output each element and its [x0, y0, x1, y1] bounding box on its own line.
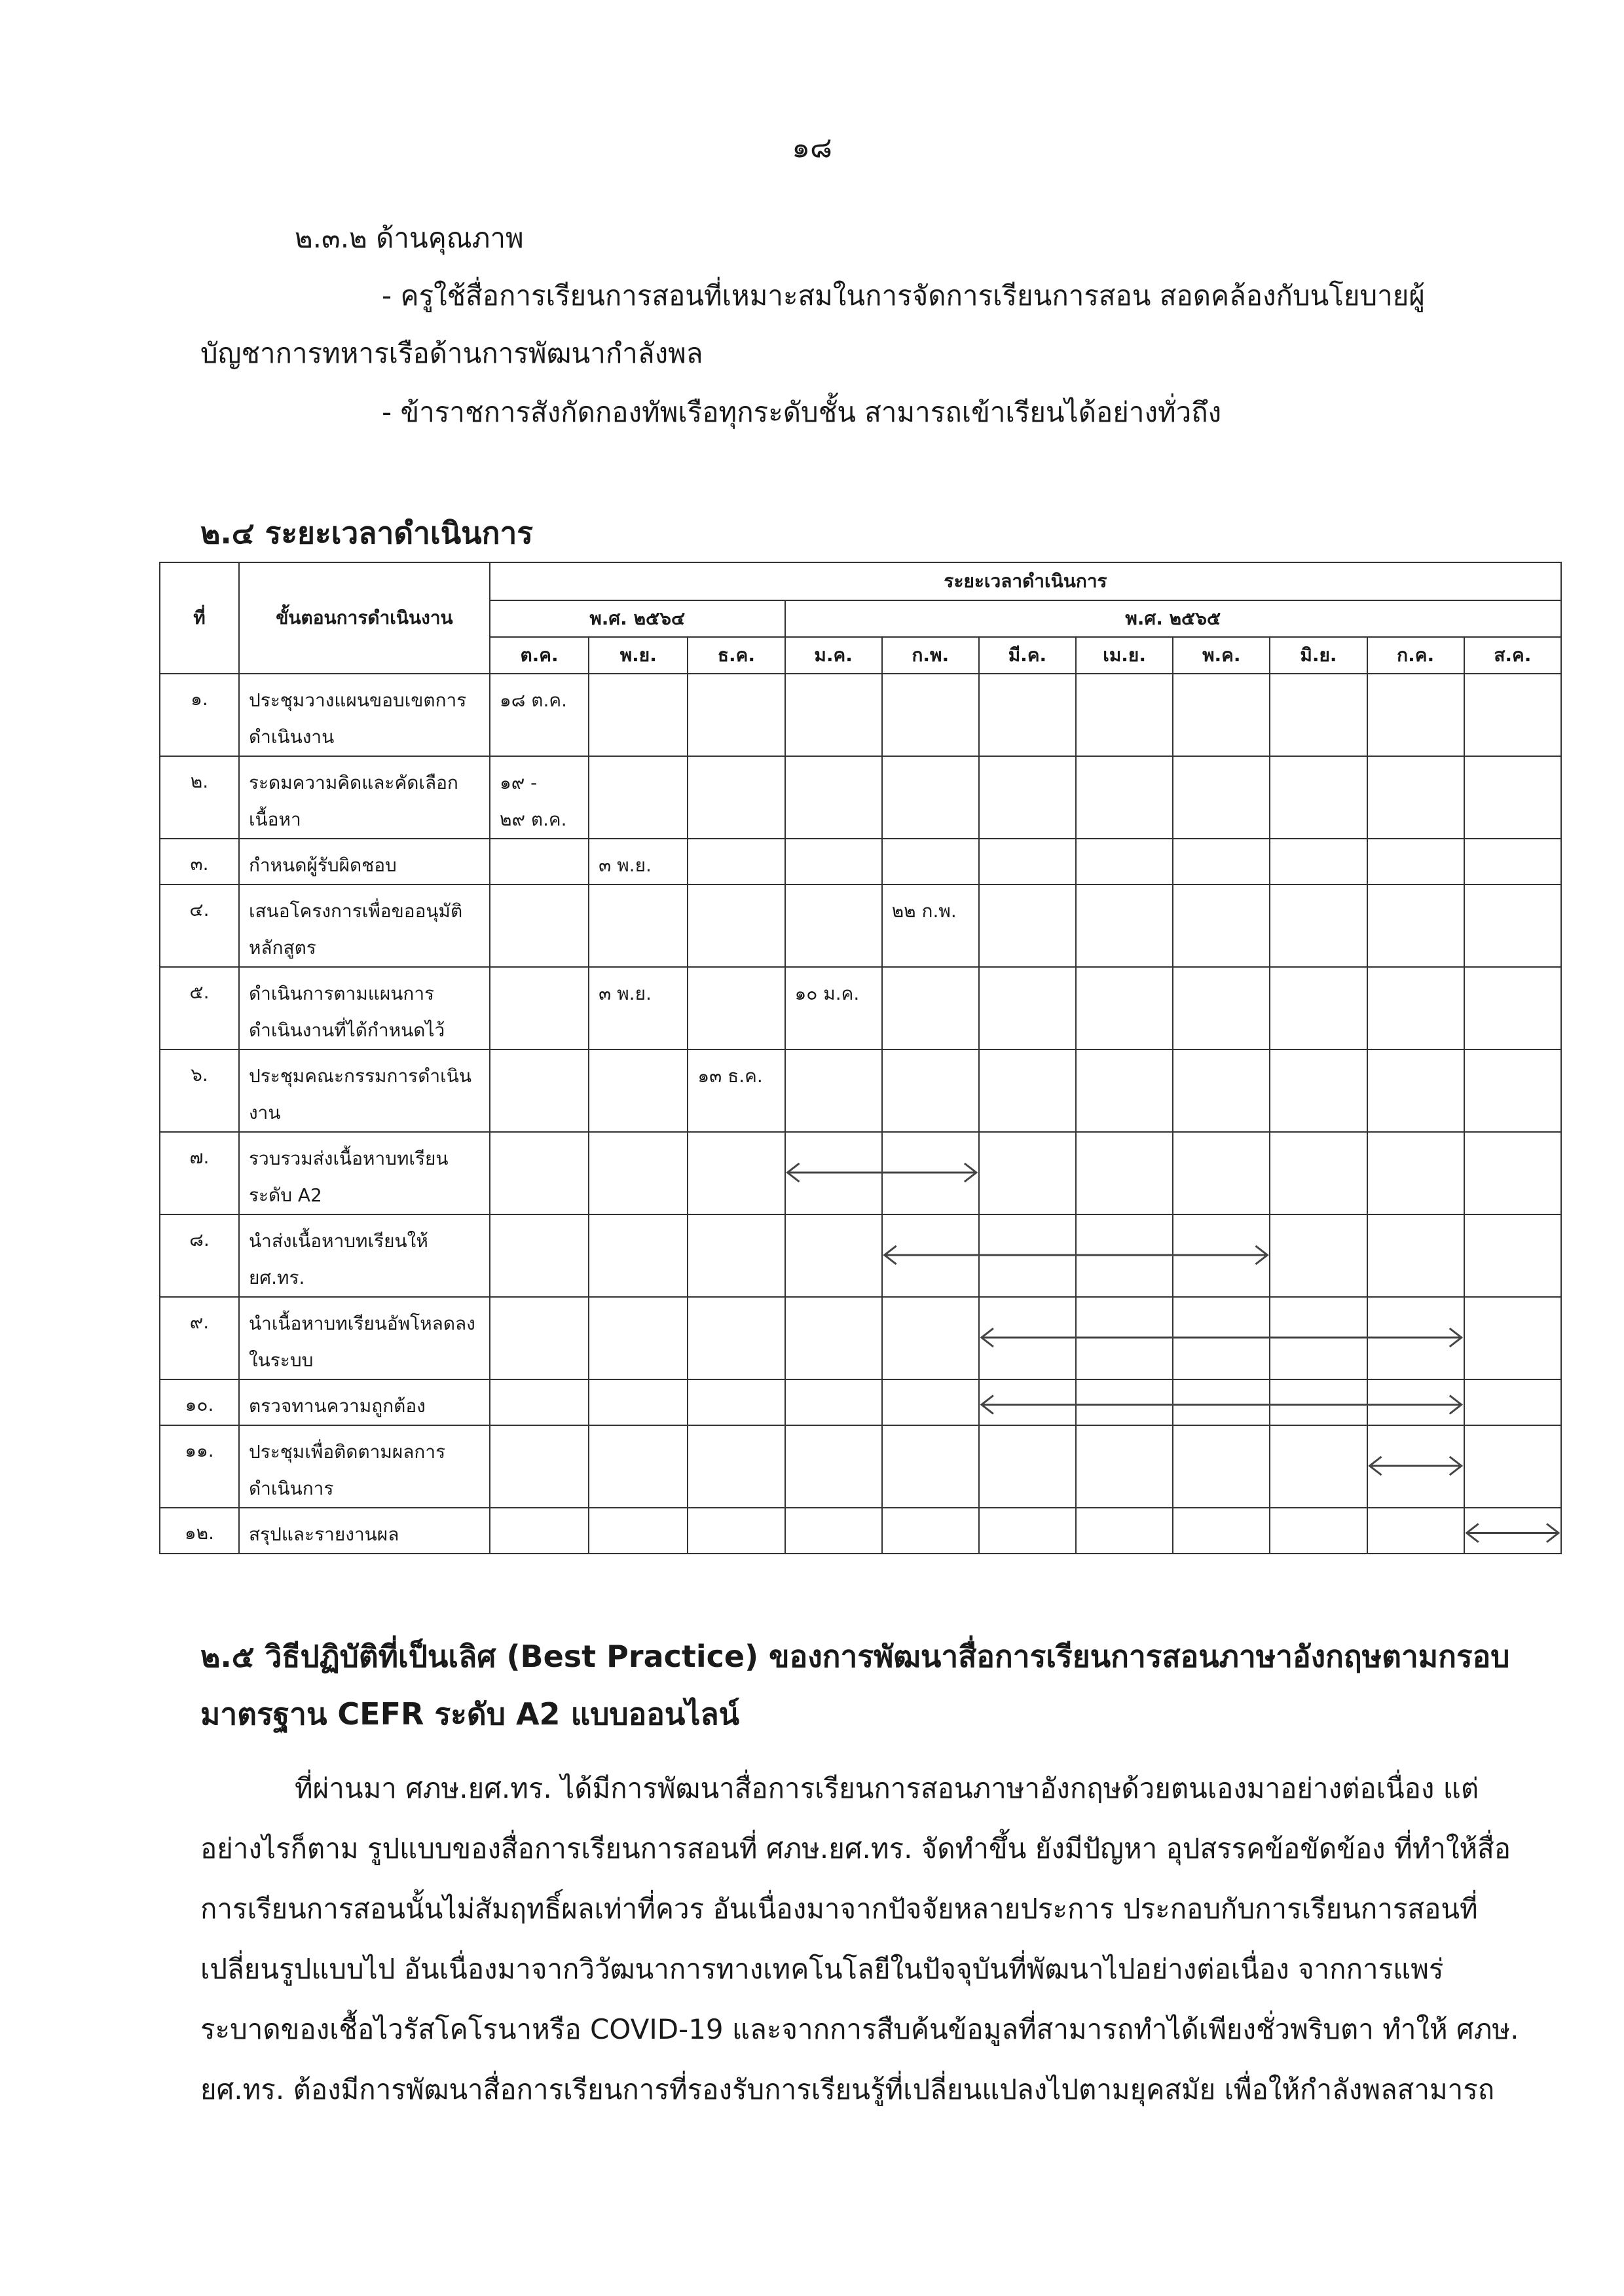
row-step: ประชุมคณะกรรมการดำเนินงาน [239, 1049, 490, 1132]
month-cell [688, 1379, 784, 1425]
month-cell [1076, 839, 1173, 884]
row-number: ๑. [160, 674, 239, 756]
month-cell [882, 1132, 979, 1214]
month-cell [490, 1508, 589, 1554]
month-cell [1367, 1214, 1464, 1297]
section-2-3-2-bullet-2: - ข้าราชการสังกัดกองทัพเรือทุกระดับชั้น สามารถเข้าเรียนได้อย่างทั่วถึง [382, 396, 1222, 428]
month-cell [1076, 756, 1173, 839]
month-cell [785, 1508, 882, 1554]
month-cell [589, 756, 688, 839]
header-month: มิ.ย. [1270, 637, 1367, 674]
month-cell [882, 884, 979, 967]
page-number: ๑๘ [792, 131, 832, 164]
month-cell [589, 1049, 688, 1132]
month-cell [490, 1049, 589, 1132]
date-note: ๑๘ ต.ค. [499, 689, 567, 711]
month-cell [979, 1379, 1076, 1425]
month-cell [1464, 1049, 1561, 1132]
row-number: ๕. [160, 967, 239, 1049]
header-month: ม.ค. [785, 637, 882, 674]
month-cell [1270, 967, 1367, 1049]
month-cell [785, 1425, 882, 1508]
table-row [160, 1297, 1561, 1379]
header-month: ส.ค. [1464, 637, 1561, 674]
date-note: ๒๒ ก.พ. [891, 900, 957, 922]
month-cell [1076, 1297, 1173, 1379]
month-cell [589, 1297, 688, 1379]
table-row [160, 1425, 1561, 1508]
row-number: ๔. [160, 884, 239, 967]
row-number: ๘. [160, 1214, 239, 1297]
header-month: พ.ย. [589, 637, 688, 674]
month-cell [882, 1379, 979, 1425]
header-number: ที่ [160, 562, 239, 674]
month-cell [1367, 1049, 1464, 1132]
header-year-2564: พ.ศ. ๒๕๖๔ [490, 600, 785, 637]
section-2-3-2-bullet-1-line-2: บัญชาการทหารเรือด้านการพัฒนากำลังพล [200, 337, 703, 369]
row-number: ๑๒. [160, 1508, 239, 1554]
month-cell [1464, 1297, 1561, 1379]
month-cell [490, 1214, 589, 1297]
month-cell [1173, 1132, 1270, 1214]
month-cell [1076, 1049, 1173, 1132]
section-2-3-2-title: ๒.๓.๒ ด้านคุณภาพ [295, 222, 524, 254]
header-month: พ.ค. [1173, 637, 1270, 674]
month-cell [589, 884, 688, 967]
month-cell [785, 884, 882, 967]
paragraph-line: ที่ผ่านมา ศภษ.ยศ.ทร. ได้มีการพัฒนาสื่อการเรียนการสอนภาษาอังกฤษด้วยตนเองมาอย่างต่อเนื่อง แต่ [295, 1772, 1479, 1804]
month-cell [589, 1508, 688, 1554]
month-cell [1173, 1379, 1270, 1425]
month-cell [688, 1214, 784, 1297]
row-step: รวบรวมส่งเนื้อหาบทเรียนระดับ A2 [239, 1132, 490, 1214]
month-cell [1270, 756, 1367, 839]
month-cell [490, 1132, 589, 1214]
row-number: ๙. [160, 1297, 239, 1379]
paragraph-line: เปลี่ยนรูปแบบไป อันเนื่องมาจากวิวัฒนาการทางเทคโนโลยีในปัจจุบันที่พัฒนาไปอย่างต่อเนื่อง จากการแพร่ [200, 1953, 1444, 1985]
row-number: ๖. [160, 1049, 239, 1132]
row-step: ประชุมเพื่อติดตามผลการดำเนินการ [239, 1425, 490, 1508]
date-note: ๑๐ ม.ค. [794, 983, 860, 1004]
month-cell [882, 674, 979, 756]
month-cell [1076, 884, 1173, 967]
section-2-5-heading-line-2: มาตรฐาน CEFR ระดับ A2 แบบออนไลน์ [200, 1696, 740, 1732]
month-cell [1173, 1508, 1270, 1554]
row-number: ๑๐. [160, 1379, 239, 1425]
month-cell [1173, 884, 1270, 967]
month-cell [1367, 674, 1464, 756]
month-cell [688, 1049, 784, 1132]
month-cell [490, 1297, 589, 1379]
month-cell [1367, 839, 1464, 884]
month-cell [1076, 1214, 1173, 1297]
header-month: ก.ค. [1367, 637, 1464, 674]
month-cell [1173, 756, 1270, 839]
month-cell [1076, 1379, 1173, 1425]
month-cell [979, 967, 1076, 1049]
month-cell [1270, 839, 1367, 884]
month-cell [1464, 1379, 1561, 1425]
row-step: สรุปและรายงานผล [239, 1508, 490, 1554]
month-cell [589, 1214, 688, 1297]
month-cell [882, 967, 979, 1049]
paragraph-line: ยศ.ทร. ต้องมีการพัฒนาสื่อการเรียนการที่รองรับการเรียนรู้ที่เปลี่ยนแปลงไปตามยุคสมัย เพื่อให้กำลังพลสามารถ [200, 2073, 1495, 2105]
month-cell [979, 674, 1076, 756]
month-cell [589, 1132, 688, 1214]
paragraph-line: อย่างไรก็ตาม รูปแบบของสื่อการเรียนการสอนที่ ศภษ.ยศ.ทร. จัดทำขึ้น ยังมีปัญหา อุปสรรคข้อขัดข้อง ที่ทำให้สื่อ [200, 1832, 1511, 1865]
month-cell [1367, 1132, 1464, 1214]
month-cell [1464, 674, 1561, 756]
month-cell [979, 1508, 1076, 1554]
month-cell [1076, 1425, 1173, 1508]
month-cell [1173, 1214, 1270, 1297]
month-cell [882, 839, 979, 884]
month-cell [785, 967, 882, 1049]
month-cell [1464, 756, 1561, 839]
month-cell [490, 674, 589, 756]
month-cell [688, 1508, 784, 1554]
month-cell [589, 967, 688, 1049]
month-cell [1173, 1425, 1270, 1508]
date-note: ๑๓ ธ.ค. [697, 1065, 763, 1087]
row-step: นำส่งเนื้อหาบทเรียนให้ ยศ.ทร. [239, 1214, 490, 1297]
month-cell [490, 1425, 589, 1508]
table-row [160, 1379, 1561, 1425]
month-cell [1464, 884, 1561, 967]
date-note: ๓ พ.ย. [599, 983, 652, 1004]
table-row [160, 1508, 1561, 1554]
month-cell [785, 1132, 882, 1214]
section-2-5-heading-line-1: ๒.๕ วิธีปฏิบัติที่เป็นเลิศ (Best Practice) ของการพัฒนาสื่อการเรียนการสอนภาษาอังกฤษตามกรอบ [200, 1639, 1510, 1674]
table-row [160, 839, 1561, 884]
row-step: กำหนดผู้รับผิดชอบ [239, 839, 490, 884]
month-cell [882, 1297, 979, 1379]
month-cell [688, 1297, 784, 1379]
month-cell [1173, 839, 1270, 884]
header-month: ก.พ. [882, 637, 979, 674]
month-cell [979, 1214, 1076, 1297]
month-cell [979, 756, 1076, 839]
table-row [160, 1214, 1561, 1297]
header-month: เม.ย. [1076, 637, 1173, 674]
month-cell [1367, 967, 1464, 1049]
row-number: ๑๑. [160, 1425, 239, 1508]
header-period: ระยะเวลาดำเนินการ [490, 562, 1561, 600]
month-cell [1464, 967, 1561, 1049]
month-cell [688, 839, 784, 884]
month-cell [1173, 967, 1270, 1049]
month-cell [1076, 674, 1173, 756]
table-row [160, 756, 1561, 839]
month-cell [882, 1425, 979, 1508]
month-cell [1367, 1425, 1464, 1508]
month-cell [688, 674, 784, 756]
row-number: ๓. [160, 839, 239, 884]
row-number: ๗. [160, 1132, 239, 1214]
month-cell [882, 1214, 979, 1297]
month-cell [589, 839, 688, 884]
month-cell [979, 1049, 1076, 1132]
month-cell [1367, 756, 1464, 839]
section-2-3-2-bullet-1-line-1: - ครูใช้สื่อการเรียนการสอนที่เหมาะสมในการจัดการเรียนการสอน สอดคล้องกับนโยบายผู้ [382, 280, 1425, 312]
month-cell [490, 967, 589, 1049]
month-cell [1464, 839, 1561, 884]
month-cell [1270, 1508, 1367, 1554]
month-cell [1367, 1379, 1464, 1425]
month-cell [1076, 1132, 1173, 1214]
month-cell [589, 1379, 688, 1425]
month-cell [785, 1214, 882, 1297]
month-cell [1173, 1049, 1270, 1132]
month-cell [688, 967, 784, 1049]
row-step: ระดมความคิดและคัดเลือกเนื้อหา [239, 756, 490, 839]
table-row [160, 967, 1561, 1049]
month-cell [1464, 1508, 1561, 1554]
month-cell [882, 756, 979, 839]
month-cell [785, 839, 882, 884]
section-2-4-heading: ๒.๔ ระยะเวลาดำเนินการ [200, 515, 533, 551]
month-cell [785, 756, 882, 839]
table-row [160, 1049, 1561, 1132]
header-step: ขั้นตอนการดำเนินงาน [239, 562, 490, 674]
month-cell [1270, 674, 1367, 756]
row-step: ดำเนินการตามแผนการดำเนินงานที่ได้กำหนดไว้ [239, 967, 490, 1049]
month-cell [1270, 884, 1367, 967]
month-cell [979, 884, 1076, 967]
month-cell [490, 839, 589, 884]
month-cell [589, 674, 688, 756]
month-cell [589, 1425, 688, 1508]
month-cell [979, 1297, 1076, 1379]
date-note: ๓ พ.ย. [599, 854, 652, 876]
month-cell [785, 674, 882, 756]
month-cell [785, 1297, 882, 1379]
month-cell [688, 756, 784, 839]
header-year-2565: พ.ศ. ๒๕๖๕ [785, 600, 1561, 637]
month-cell [1367, 1508, 1464, 1554]
month-cell [1367, 1297, 1464, 1379]
month-cell [1270, 1214, 1367, 1297]
header-month: มี.ค. [979, 637, 1076, 674]
month-cell [688, 1425, 784, 1508]
paragraph-line: การเรียนการสอนนั้นไม่สัมฤทธิ์ผลเท่าที่ควร อันเนื่องมาจากปัจจัยหลายประการ ประกอบกับการเรียนการสอนที่ [200, 1893, 1478, 1925]
date-note: ๑๙ - ๒๙ ต.ค. [499, 772, 567, 830]
month-cell [979, 839, 1076, 884]
row-step: เสนอโครงการเพื่อขออนุมัติหลักสูตร [239, 884, 490, 967]
month-cell [490, 756, 589, 839]
month-cell [1367, 884, 1464, 967]
month-cell [1270, 1049, 1367, 1132]
table-row [160, 1132, 1561, 1214]
header-month: ธ.ค. [688, 637, 784, 674]
month-cell [785, 1379, 882, 1425]
table-row [160, 884, 1561, 967]
month-cell [1464, 1214, 1561, 1297]
month-cell [1076, 1508, 1173, 1554]
month-cell [1173, 674, 1270, 756]
month-cell [1270, 1132, 1367, 1214]
row-step: ประชุมวางแผนขอบเขตการดำเนินงาน [239, 674, 490, 756]
month-cell [490, 884, 589, 967]
month-cell [1464, 1132, 1561, 1214]
month-cell [882, 1049, 979, 1132]
month-cell [490, 1379, 589, 1425]
schedule-table [159, 562, 1562, 1554]
row-number: ๒. [160, 756, 239, 839]
month-cell [1270, 1379, 1367, 1425]
row-step: นำเนื้อหาบทเรียนอัพโหลดลงในระบบ [239, 1297, 490, 1379]
table-row [160, 674, 1561, 756]
month-cell [882, 1508, 979, 1554]
month-cell [1270, 1425, 1367, 1508]
month-cell [688, 1132, 784, 1214]
month-cell [785, 1049, 882, 1132]
month-cell [1270, 1297, 1367, 1379]
header-month: ต.ค. [490, 637, 589, 674]
month-cell [1173, 1297, 1270, 1379]
month-cell [1464, 1425, 1561, 1508]
month-cell [979, 1132, 1076, 1214]
month-cell [688, 884, 784, 967]
paragraph-line: ระบาดของเชื้อไวรัสโคโรนาหรือ COVID-19 และจากการสืบค้นข้อมูลที่สามารถทำได้เพียงชั่วพริบตา ทำให้ ศภษ. [200, 2013, 1519, 2045]
month-cell [1076, 967, 1173, 1049]
row-step: ตรวจทานความถูกต้อง [239, 1379, 490, 1425]
month-cell [979, 1425, 1076, 1508]
